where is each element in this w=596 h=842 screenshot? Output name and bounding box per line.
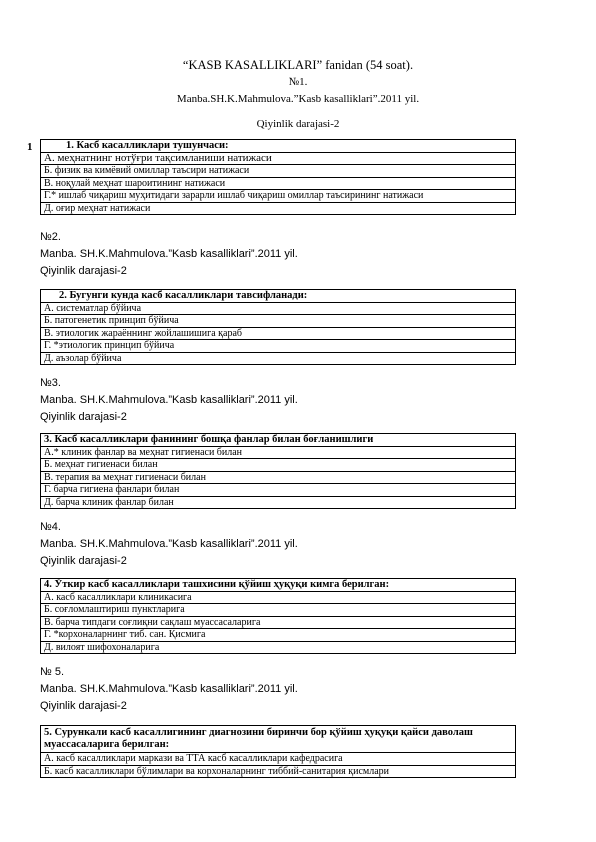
- question-table-4: [40, 578, 516, 654]
- answer-option: Д. вилоят шифохоналарига: [41, 641, 516, 654]
- difficulty-level: Qiyinlik darajasi-2: [40, 265, 127, 277]
- answer-option: Б. соғломлаштириш пунктларига: [41, 604, 516, 617]
- question-number: № 5.: [40, 666, 65, 678]
- answer-option: Г. барча гигиена фанлари билан: [41, 484, 516, 497]
- answer-option: Б. патогенетик принцип бўйича: [41, 315, 516, 328]
- question-table-3: [40, 433, 516, 509]
- answer-option: Г.* ишлаб чиқариш муҳитидаги зарарли ишлаб чиқариш омиллар таъсирининг натижаси: [41, 190, 516, 203]
- answer-option: В. ноқулай меҳнат шароитининг натижаси: [41, 177, 516, 190]
- question-number-1: №1.: [288, 76, 308, 88]
- answer-option: Б. касб касалликлари бўлимлари ва корхоналарнинг тиббий-санитария қисмлари: [41, 765, 516, 778]
- answer-option: Б. меҳнат гигиенаси билан: [41, 459, 516, 472]
- question-number: №2.: [40, 231, 61, 243]
- question-side-number: 1: [27, 141, 33, 153]
- source-line: Manba. SH.K.Mahmulova.”Kasb kasalliklari”.2011 yil.: [40, 538, 298, 550]
- question-title: 5. Сурункали касб касаллигининг диагнозини биринчи бор қўйиш ҳуқуқи қайси даволаш муассасаларига берилган:: [41, 726, 516, 753]
- answer-option: Д. барча клиник фанлар билан: [41, 496, 516, 509]
- question-number: №4.: [40, 521, 61, 533]
- answer-option: В. терапия ва меҳнат гигиенаси билан: [41, 471, 516, 484]
- source-line: Manba. SH.K.Mahmulova.”Kasb kasalliklari”.2011 yil.: [40, 683, 298, 695]
- difficulty-level: Qiyinlik darajasi-2: [40, 555, 127, 567]
- answer-option: Б. физик ва кимёвий омиллар таъсири натижаси: [41, 165, 516, 178]
- question-meta-5: [40, 664, 298, 715]
- answer-option: А.* клиник фанлар ва меҳнат гигиенаси билан: [41, 446, 516, 459]
- question-title: 3. Касб касалликлари фанининг бошқа фанлар билан боғланишлиги: [41, 434, 516, 447]
- answer-option: Г. *корхоналарнинг тиб. сан. Қисмига: [41, 629, 516, 642]
- document-title: “KASB KASALLIKLARI” fanidan (54 soat).: [182, 58, 414, 72]
- answer-option: А. касб касалликлари клиникасига: [41, 591, 516, 604]
- question-number: №3.: [40, 377, 61, 389]
- answer-option: Д. оғир меҳнат натижаси: [41, 202, 516, 215]
- answer-option: Д. аъзолар бўйича: [41, 352, 516, 365]
- difficulty-level: Qiyinlik darajasi-2: [40, 411, 127, 423]
- question-table-5: [40, 725, 516, 778]
- answer-option: В. этиологик жараённинг жойлашишига қараб: [41, 327, 516, 340]
- difficulty-level-1: Qiyinlik darajasi-2: [256, 118, 340, 130]
- answer-option: Г. *этиологик принцип бўйича: [41, 340, 516, 353]
- question-title: 1. Касб касалликлари тушунчаси:: [41, 140, 516, 153]
- answer-option: А. систематлар бўйича: [41, 302, 516, 315]
- answer-option: А. касб касалликлари маркази ва ТТА касб касалликлари кафедрасига: [41, 753, 516, 766]
- question-table-1: [40, 139, 516, 215]
- source-line: Manba. SH.K.Mahmulova.”Kasb kasalliklari”.2011 yil.: [40, 248, 298, 260]
- question-meta-2: [40, 229, 298, 280]
- question-title: 2. Бугунги кунда касб касалликлари тавсифланади:: [41, 290, 516, 303]
- question-title: 4. Ўткир касб касалликлари ташхисини қўйиш ҳуқуқи кимга берилган:: [41, 579, 516, 592]
- question-meta-4: [40, 519, 298, 570]
- source-line-1: Manba.SH.K.Mahmulova.”Kasb kasalliklari”.2011 yil.: [176, 93, 420, 105]
- question-meta-3: [40, 375, 298, 426]
- source-line: Manba. SH.K.Mahmulova.”Kasb kasalliklari”.2011 yil.: [40, 394, 298, 406]
- answer-option: А. меҳнатнинг нотўғри тақсимланиши натижаси: [41, 152, 516, 165]
- difficulty-level: Qiyinlik darajasi-2: [40, 700, 127, 712]
- question-table-2: [40, 289, 516, 365]
- answer-option: В. барча типдаги соғлиқни сақлаш муассасаларига: [41, 616, 516, 629]
